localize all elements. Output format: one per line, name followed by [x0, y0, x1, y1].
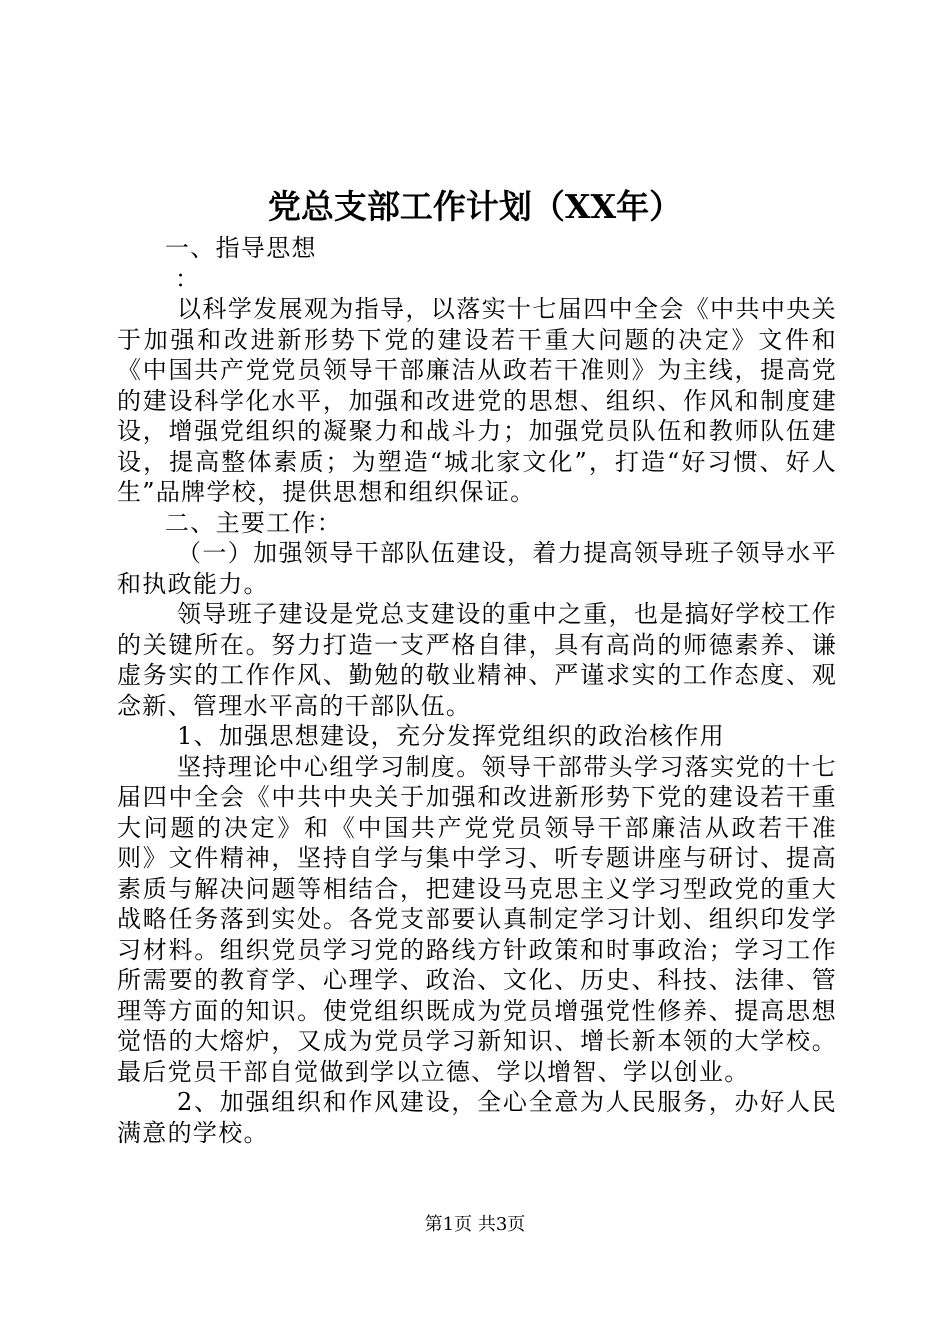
item-heading-organization-building: 2、加强组织和作风建设，全心全意为人民服务，办好人民满意的学校。: [117, 1088, 837, 1147]
paragraph-ideology-building: 坚持理论中心组学习制度。领导干部带头学习落实党的十七届四中全会《中共中央关于加强和改进新形势下党的建设若干重大问题的决定》和《中国共产党党员领导干部廉洁从政若干准则》文件精神，坚持自学与集中学习、听专题讲座与研讨、提高素质与解决问题等相结合，把建设马克思主义学习型政党的重大战略任务落到实处。各党支部要认真制定学习计划、组织印发学习材料。组织党员学习党的路线方针政策和时事政治；学习工作所需要的教育学、心理学、政治、文化、历史、科技、法律、管理等方面的知识。使党组织既成为党员增强党性修养、提高思想觉悟的大熔炉，又成为党员学习新知识、增长新本领的大学校。最后党员干部自觉做到学以立德、学以增智、学以创业。: [117, 752, 837, 1086]
subsection-heading-leadership: （一）加强领导干部队伍建设，着力提高领导班子领导水平和执政能力。: [117, 539, 837, 598]
paragraph-guiding-ideology: 以科学发展观为指导，以落实十七届四中全会《中共中央关于加强和改进新形势下党的建设若干重大问题的决定》文件和《中国共产党党员领导干部廉洁从政若干准则》为主线，提高党的建设科学化水平，加强和改进党的思想、组织、作风和制度建设，增强党组织的凝聚力和战斗力；加强党员队伍和教师队伍建设，提高整体素质；为塑造“城北家文化”，打造“好习惯、好人生”品牌学校，提供思想和组织保证。: [117, 295, 837, 506]
paragraph-leadership: 领导班子建设是党总支建设的重中之重，也是搞好学校工作的关键所在。努力打造一支严格自律，具有高尚的师德素养、谦虚务实的工作作风、勤勉的敬业精神、严谨求实的工作态度、观念新、管理水平高的干部队伍。: [117, 600, 837, 720]
item-heading-ideology-building: 1、加强思想建设，充分发挥党组织的政治核作用: [177, 722, 725, 750]
section-heading-guiding-ideology: 一、指导思想: [165, 234, 317, 262]
section-heading-main-work: 二、主要工作：: [165, 508, 343, 537]
document-body: [117, 233, 837, 1148]
colon-line: ：: [175, 264, 201, 293]
document-title: 党总支部工作计划（XX年）: [267, 187, 683, 226]
page-footer: 第1页 共3页: [424, 1214, 526, 1235]
